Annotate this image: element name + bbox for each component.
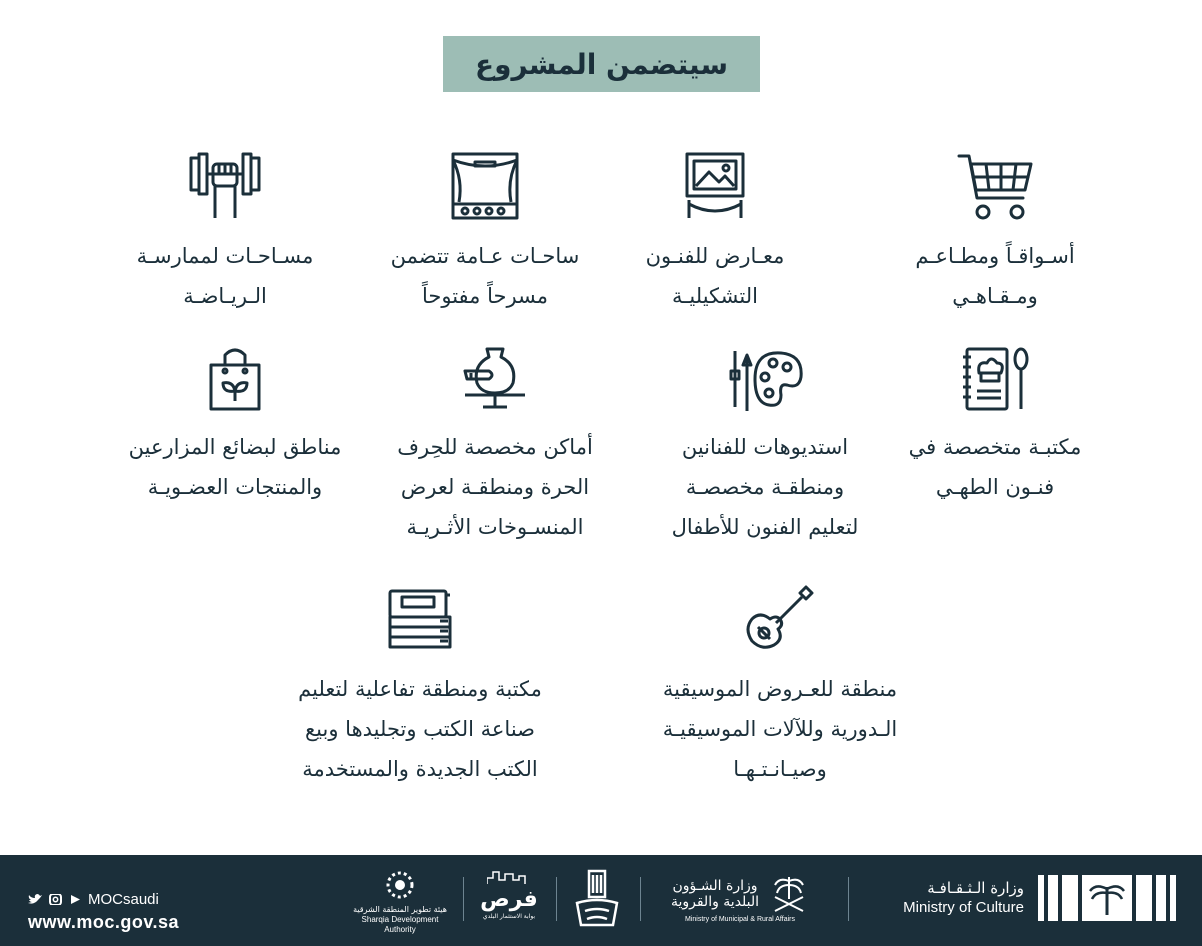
feature-label: ساحـات عـامة تتضمن مسرحاً مفتوحاً xyxy=(390,244,580,308)
feature-crafts xyxy=(380,345,610,547)
palm-swords-emblem-icon xyxy=(769,873,809,915)
feature-farmers-goods xyxy=(120,345,350,507)
skyline-icon xyxy=(487,870,531,884)
feature-cooking-library xyxy=(880,345,1110,507)
feature-label: أماكن مخصصة للحِرف الحرة ومنطقـة لعرض المنسـوخات الأثـريـة xyxy=(397,435,593,539)
dumbbell-icon xyxy=(185,150,265,222)
youtube-icon[interactable] xyxy=(68,894,82,905)
organic-bag-icon xyxy=(195,345,275,413)
social-row xyxy=(28,891,179,908)
paint-palette-icon xyxy=(725,345,805,413)
feature-sports xyxy=(110,150,340,316)
furas-sub: بوابة الاستثمار البلدي xyxy=(482,913,536,920)
feature-artist-studios xyxy=(650,345,880,547)
website-link[interactable]: www.moc.gov.sa xyxy=(28,912,180,932)
book-stack-icon xyxy=(380,585,460,655)
feature-music xyxy=(620,585,940,789)
feature-label: أسـواقـاً ومطـاعـم ومـقـاهـي xyxy=(915,244,1075,308)
heritage-gate-icon xyxy=(573,869,621,929)
feature-label: مناطق لبضائع المزارعين والمنتجات العضـويـة xyxy=(128,435,342,499)
feature-book-library xyxy=(260,585,580,789)
framed-painting-icon xyxy=(675,150,755,222)
footer-divider xyxy=(640,877,641,921)
furas-logo xyxy=(474,869,544,922)
feature-label: مكتبـة متخصصة في فنـون الطهـي xyxy=(908,435,1082,499)
moc-palm-emblem-icon xyxy=(1038,875,1176,921)
feature-label: مسـاحـات لممارسـة الـريـاضـة xyxy=(136,244,314,308)
momra-name-ar2: البلدية والقروية xyxy=(670,894,760,910)
social-block xyxy=(28,891,179,933)
footer-divider xyxy=(848,877,849,921)
moc-name-ar: وزارة الـثـقـافـة xyxy=(927,879,1024,897)
momra-name-ar1: وزارة الشـؤون xyxy=(672,878,758,894)
sharqia-emblem-icon xyxy=(384,869,416,901)
sharqia-name-en: Sharqia Development Authority xyxy=(361,915,439,934)
cookbook-spoon-icon xyxy=(955,345,1035,413)
eastern-emblem-logo xyxy=(572,869,622,933)
sharqia-name-ar: هيئة تطوير المنطقة الشرقية xyxy=(353,905,447,914)
feature-markets xyxy=(880,150,1110,316)
sharqia-logo xyxy=(350,869,450,935)
feature-label: معـارض للفنـون التشكيليـة xyxy=(645,244,785,308)
feature-art-galleries xyxy=(600,150,830,316)
theater-stage-icon xyxy=(445,150,525,222)
furas-name: فرص xyxy=(480,887,538,912)
page-title: سيتضمن المشروع xyxy=(443,36,760,92)
feature-open-theater xyxy=(370,150,600,316)
social-handle[interactable]: MOCsaudi xyxy=(88,891,159,908)
footer-divider xyxy=(463,877,464,921)
feature-label: مكتبة ومنطقة تفاعلية لتعليم صناعة الكتب وتجليدها وبيع الكتب الجديدة والمستخدمة xyxy=(298,677,542,781)
momra-logo xyxy=(650,873,830,925)
instagram-icon[interactable] xyxy=(48,894,62,905)
shopping-cart-icon xyxy=(955,150,1035,222)
moc-name-en: Ministry of Culture xyxy=(903,899,1024,916)
footer xyxy=(0,855,1202,946)
footer-divider xyxy=(556,877,557,921)
twitter-icon[interactable] xyxy=(28,894,42,905)
guitar-icon xyxy=(740,585,820,655)
feature-label: استديوهات للفنانين ومنطقـة مخصصـة لتعليم الفنون للأطفال xyxy=(671,435,859,539)
feature-label: منطقة للعـروض الموسيقية الـدورية وللآلات الموسيقيـة وصيـانـتـهـا xyxy=(662,677,898,781)
moc-logo xyxy=(866,875,1176,921)
momra-name-en: Ministry of Municipal & Rural Affairs xyxy=(685,916,795,923)
pottery-wheel-icon xyxy=(455,345,535,413)
